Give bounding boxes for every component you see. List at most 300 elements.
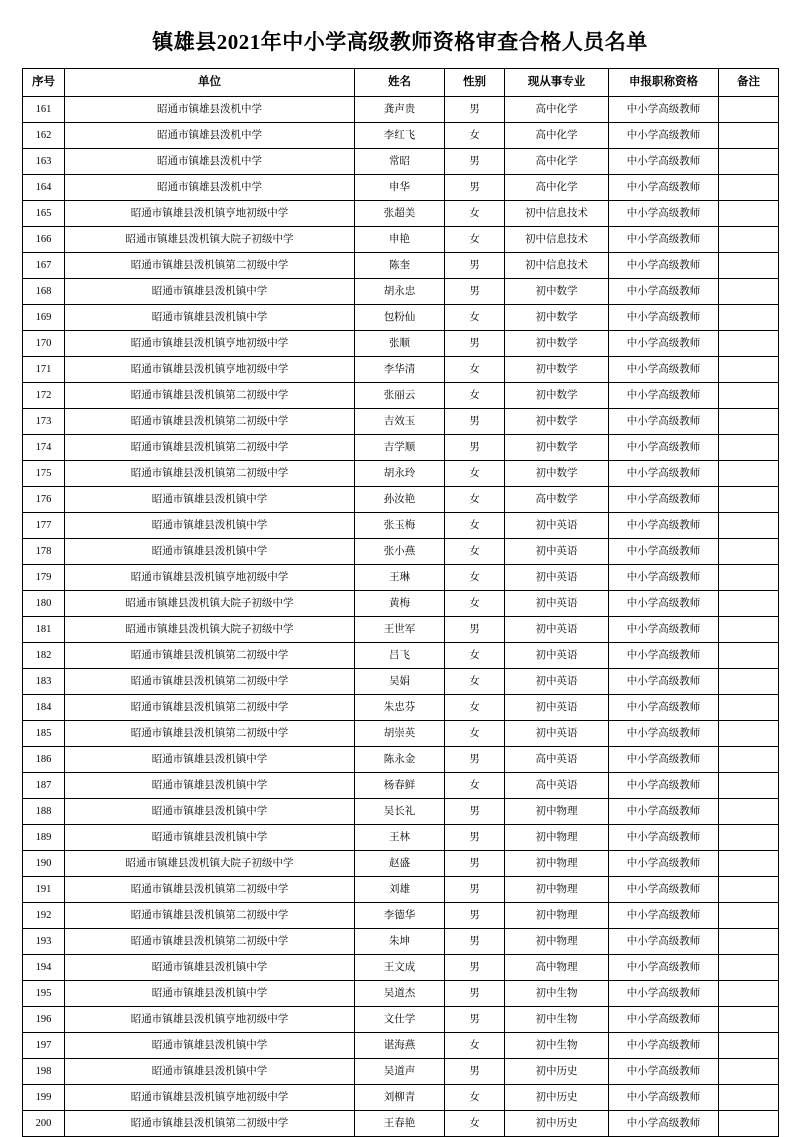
cell-qualification: 中小学高级教师 [609,331,719,357]
cell-name: 朱坤 [355,929,445,955]
cell-unit: 昭通市镇雄县泼机镇亨地初级中学 [65,357,355,383]
cell-qualification: 中小学高级教师 [609,279,719,305]
cell-unit: 昭通市镇雄县泼机镇中学 [65,747,355,773]
cell-gender: 女 [445,487,505,513]
cell-unit: 昭通市镇雄县泼机镇中学 [65,279,355,305]
cell-index: 183 [23,669,65,695]
cell-unit: 昭通市镇雄县泼机镇第二初级中学 [65,695,355,721]
cell-name: 刘雄 [355,877,445,903]
cell-unit: 昭通市镇雄县泼机镇大院子初级中学 [65,227,355,253]
cell-index: 193 [23,929,65,955]
cell-index: 182 [23,643,65,669]
cell-major: 初中英语 [505,539,609,565]
cell-remark [719,487,779,513]
cell-remark [719,201,779,227]
cell-gender: 女 [445,669,505,695]
cell-index: 179 [23,565,65,591]
cell-major: 高中化学 [505,149,609,175]
cell-gender: 男 [445,331,505,357]
column-header-major: 现从事专业 [505,69,609,97]
cell-qualification: 中小学高级教师 [609,305,719,331]
cell-remark [719,851,779,877]
cell-index: 164 [23,175,65,201]
table-row [23,929,779,955]
cell-remark [719,123,779,149]
cell-unit: 昭通市镇雄县泼机中学 [65,97,355,123]
cell-major: 初中数学 [505,279,609,305]
cell-index: 185 [23,721,65,747]
cell-remark [719,253,779,279]
cell-major: 初中数学 [505,357,609,383]
table-row [23,383,779,409]
cell-name: 李华清 [355,357,445,383]
cell-index: 165 [23,201,65,227]
cell-major: 高中物理 [505,955,609,981]
cell-remark [719,955,779,981]
table-row [23,487,779,513]
cell-major: 初中英语 [505,695,609,721]
cell-gender: 男 [445,903,505,929]
column-header-name: 姓名 [355,69,445,97]
cell-remark [719,877,779,903]
cell-qualification: 中小学高级教师 [609,773,719,799]
table-row [23,201,779,227]
cell-remark [719,331,779,357]
cell-major: 高中英语 [505,747,609,773]
cell-unit: 昭通市镇雄县泼机镇第二初级中学 [65,643,355,669]
cell-unit: 昭通市镇雄县泼机镇中学 [65,825,355,851]
cell-major: 初中物理 [505,799,609,825]
cell-remark [719,929,779,955]
cell-major: 初中数学 [505,331,609,357]
cell-unit: 昭通市镇雄县泼机中学 [65,149,355,175]
cell-index: 163 [23,149,65,175]
cell-index: 168 [23,279,65,305]
cell-remark [719,903,779,929]
table-row [23,331,779,357]
cell-index: 169 [23,305,65,331]
column-header-unit: 单位 [65,69,355,97]
cell-qualification: 中小学高级教师 [609,357,719,383]
cell-major: 初中物理 [505,825,609,851]
cell-gender: 男 [445,149,505,175]
cell-qualification: 中小学高级教师 [609,513,719,539]
cell-name: 吕飞 [355,643,445,669]
cell-qualification: 中小学高级教师 [609,955,719,981]
cell-remark [719,565,779,591]
cell-gender: 男 [445,253,505,279]
cell-name: 王春艳 [355,1111,445,1137]
cell-major: 初中数学 [505,383,609,409]
cell-remark [719,695,779,721]
cell-qualification: 中小学高级教师 [609,149,719,175]
cell-unit: 昭通市镇雄县泼机镇大院子初级中学 [65,617,355,643]
cell-name: 陈永金 [355,747,445,773]
cell-name: 杨春鲜 [355,773,445,799]
cell-unit: 昭通市镇雄县泼机中学 [65,123,355,149]
cell-name: 申艳 [355,227,445,253]
cell-qualification: 中小学高级教师 [609,487,719,513]
cell-unit: 昭通市镇雄县泼机镇中学 [65,513,355,539]
cell-major: 初中信息技术 [505,227,609,253]
cell-index: 192 [23,903,65,929]
cell-name: 陈奎 [355,253,445,279]
cell-major: 初中英语 [505,565,609,591]
page-title: 镇雄县2021年中小学高级教师资格审查合格人员名单 [152,30,648,54]
cell-unit: 昭通市镇雄县泼机镇中学 [65,981,355,1007]
cell-name: 王琳 [355,565,445,591]
cell-index: 172 [23,383,65,409]
cell-remark [719,539,779,565]
cell-name: 吴道杰 [355,981,445,1007]
cell-unit: 昭通市镇雄县泼机镇亨地初级中学 [65,1007,355,1033]
cell-name: 吉效玉 [355,409,445,435]
cell-qualification: 中小学高级教师 [609,721,719,747]
cell-qualification: 中小学高级教师 [609,669,719,695]
cell-gender: 男 [445,747,505,773]
cell-remark [719,435,779,461]
table-row [23,539,779,565]
cell-unit: 昭通市镇雄县泼机镇亨地初级中学 [65,1085,355,1111]
cell-unit: 昭通市镇雄县泼机镇大院子初级中学 [65,591,355,617]
cell-remark [719,461,779,487]
cell-major: 初中数学 [505,305,609,331]
table-row [23,721,779,747]
cell-unit: 昭通市镇雄县泼机中学 [65,175,355,201]
column-header-index: 序号 [23,69,65,97]
cell-unit: 昭通市镇雄县泼机镇中学 [65,955,355,981]
cell-qualification: 中小学高级教师 [609,1085,719,1111]
cell-index: 178 [23,539,65,565]
cell-remark [719,1111,779,1137]
table-row [23,591,779,617]
cell-remark [719,617,779,643]
cell-name: 胡永玲 [355,461,445,487]
cell-unit: 昭通市镇雄县泼机镇中学 [65,539,355,565]
cell-remark [719,1007,779,1033]
table-row [23,253,779,279]
cell-qualification: 中小学高级教师 [609,1111,719,1137]
cell-major: 初中信息技术 [505,201,609,227]
cell-remark [719,1033,779,1059]
table-row [23,981,779,1007]
cell-gender: 男 [445,97,505,123]
cell-major: 高中化学 [505,97,609,123]
table-row [23,877,779,903]
table-body [23,97,779,1137]
table-row [23,97,779,123]
cell-remark [719,175,779,201]
cell-index: 191 [23,877,65,903]
cell-name: 王文成 [355,955,445,981]
table-row [23,123,779,149]
cell-name: 胡崇英 [355,721,445,747]
table-row [23,279,779,305]
cell-remark [719,357,779,383]
table-row [23,669,779,695]
cell-unit: 昭通市镇雄县泼机镇第二初级中学 [65,253,355,279]
table-row [23,1033,779,1059]
cell-index: 180 [23,591,65,617]
cell-unit: 昭通市镇雄县泼机镇亨地初级中学 [65,331,355,357]
cell-qualification: 中小学高级教师 [609,97,719,123]
cell-major: 初中数学 [505,461,609,487]
cell-gender: 女 [445,1111,505,1137]
cell-name: 常昭 [355,149,445,175]
cell-qualification: 中小学高级教师 [609,747,719,773]
cell-name: 李红飞 [355,123,445,149]
cell-qualification: 中小学高级教师 [609,227,719,253]
cell-qualification: 中小学高级教师 [609,383,719,409]
cell-qualification: 中小学高级教师 [609,877,719,903]
cell-index: 196 [23,1007,65,1033]
cell-unit: 昭通市镇雄县泼机镇中学 [65,773,355,799]
cell-name: 申华 [355,175,445,201]
cell-unit: 昭通市镇雄县泼机镇中学 [65,305,355,331]
table-row [23,305,779,331]
cell-name: 王林 [355,825,445,851]
table-row [23,799,779,825]
cell-qualification: 中小学高级教师 [609,253,719,279]
cell-unit: 昭通市镇雄县泼机镇第二初级中学 [65,461,355,487]
cell-name: 文仕学 [355,1007,445,1033]
cell-major: 初中生物 [505,1007,609,1033]
cell-gender: 男 [445,175,505,201]
table-row [23,1085,779,1111]
cell-qualification: 中小学高级教师 [609,123,719,149]
cell-name: 孙汝艳 [355,487,445,513]
cell-unit: 昭通市镇雄县泼机镇第二初级中学 [65,903,355,929]
cell-gender: 女 [445,1085,505,1111]
cell-gender: 男 [445,279,505,305]
cell-qualification: 中小学高级教师 [609,1033,719,1059]
table-row [23,747,779,773]
cell-unit: 昭通市镇雄县泼机镇第二初级中学 [65,929,355,955]
cell-index: 173 [23,409,65,435]
cell-name: 龚声贵 [355,97,445,123]
cell-name: 李德华 [355,903,445,929]
cell-major: 初中历史 [505,1111,609,1137]
cell-gender: 女 [445,721,505,747]
cell-qualification: 中小学高级教师 [609,981,719,1007]
cell-unit: 昭通市镇雄县泼机镇大院子初级中学 [65,851,355,877]
cell-qualification: 中小学高级教师 [609,461,719,487]
cell-remark [719,591,779,617]
cell-gender: 男 [445,409,505,435]
cell-gender: 男 [445,955,505,981]
cell-unit: 昭通市镇雄县泼机镇第二初级中学 [65,721,355,747]
cell-index: 166 [23,227,65,253]
table-row [23,617,779,643]
cell-index: 176 [23,487,65,513]
cell-index: 187 [23,773,65,799]
cell-name: 朱忠芬 [355,695,445,721]
roster-table [22,68,779,1137]
column-header-gender: 性别 [445,69,505,97]
cell-qualification: 中小学高级教师 [609,565,719,591]
table-row [23,565,779,591]
table-row [23,175,779,201]
cell-qualification: 中小学高级教师 [609,1059,719,1085]
cell-gender: 男 [445,825,505,851]
cell-remark [719,669,779,695]
cell-gender: 女 [445,305,505,331]
cell-gender: 女 [445,461,505,487]
cell-remark [719,305,779,331]
table-row [23,1007,779,1033]
cell-gender: 女 [445,513,505,539]
table-header [23,69,779,97]
cell-qualification: 中小学高级教师 [609,539,719,565]
cell-qualification: 中小学高级教师 [609,409,719,435]
table-row [23,773,779,799]
cell-name: 王世军 [355,617,445,643]
cell-major: 初中生物 [505,981,609,1007]
cell-unit: 昭通市镇雄县泼机镇第二初级中学 [65,1111,355,1137]
cell-qualification: 中小学高级教师 [609,903,719,929]
cell-qualification: 中小学高级教师 [609,643,719,669]
column-header-qualification: 申报职称资格 [609,69,719,97]
cell-gender: 男 [445,877,505,903]
cell-gender: 男 [445,617,505,643]
cell-remark [719,1085,779,1111]
cell-name: 黄梅 [355,591,445,617]
cell-remark [719,825,779,851]
table-row [23,903,779,929]
cell-index: 161 [23,97,65,123]
cell-remark [719,149,779,175]
cell-major: 初中物理 [505,877,609,903]
cell-major: 高中化学 [505,123,609,149]
cell-unit: 昭通市镇雄县泼机镇中学 [65,799,355,825]
cell-unit: 昭通市镇雄县泼机镇亨地初级中学 [65,565,355,591]
cell-name: 张玉梅 [355,513,445,539]
cell-remark [719,773,779,799]
cell-major: 初中英语 [505,617,609,643]
cell-remark [719,799,779,825]
cell-remark [719,513,779,539]
cell-major: 初中物理 [505,851,609,877]
cell-major: 初中历史 [505,1059,609,1085]
cell-index: 181 [23,617,65,643]
table-row [23,227,779,253]
cell-qualification: 中小学高级教师 [609,1007,719,1033]
table-row [23,149,779,175]
cell-index: 170 [23,331,65,357]
cell-major: 初中信息技术 [505,253,609,279]
cell-name: 吴道声 [355,1059,445,1085]
cell-qualification: 中小学高级教师 [609,695,719,721]
cell-gender: 女 [445,773,505,799]
cell-major: 初中英语 [505,591,609,617]
cell-index: 184 [23,695,65,721]
cell-name: 张小燕 [355,539,445,565]
column-header-remark: 备注 [719,69,779,97]
cell-qualification: 中小学高级教师 [609,851,719,877]
cell-qualification: 中小学高级教师 [609,435,719,461]
table-row [23,461,779,487]
cell-major: 高中化学 [505,175,609,201]
table-row [23,513,779,539]
cell-major: 初中生物 [505,1033,609,1059]
cell-remark [719,97,779,123]
cell-qualification: 中小学高级教师 [609,799,719,825]
table-row [23,695,779,721]
cell-index: 190 [23,851,65,877]
cell-qualification: 中小学高级教师 [609,591,719,617]
cell-gender: 女 [445,383,505,409]
cell-remark [719,383,779,409]
cell-major: 初中历史 [505,1085,609,1111]
cell-remark [719,981,779,1007]
cell-gender: 女 [445,357,505,383]
table-row [23,643,779,669]
table-row [23,357,779,383]
cell-index: 174 [23,435,65,461]
cell-index: 186 [23,747,65,773]
table-row [23,1059,779,1085]
cell-gender: 男 [445,851,505,877]
cell-index: 194 [23,955,65,981]
cell-index: 195 [23,981,65,1007]
table-row [23,1111,779,1137]
table-row [23,955,779,981]
cell-gender: 男 [445,435,505,461]
cell-gender: 女 [445,643,505,669]
cell-qualification: 中小学高级教师 [609,201,719,227]
cell-index: 189 [23,825,65,851]
cell-index: 177 [23,513,65,539]
cell-remark [719,409,779,435]
cell-index: 200 [23,1111,65,1137]
table-row [23,851,779,877]
cell-unit: 昭通市镇雄县泼机镇第二初级中学 [65,383,355,409]
cell-gender: 女 [445,539,505,565]
cell-name: 谌海燕 [355,1033,445,1059]
cell-index: 162 [23,123,65,149]
cell-major: 初中英语 [505,643,609,669]
cell-index: 167 [23,253,65,279]
cell-major: 初中数学 [505,409,609,435]
cell-remark [719,747,779,773]
cell-gender: 男 [445,981,505,1007]
table-row [23,825,779,851]
cell-unit: 昭通市镇雄县泼机镇中学 [65,1059,355,1085]
cell-name: 胡永忠 [355,279,445,305]
cell-gender: 女 [445,123,505,149]
cell-qualification: 中小学高级教师 [609,825,719,851]
cell-unit: 昭通市镇雄县泼机镇第二初级中学 [65,409,355,435]
cell-unit: 昭通市镇雄县泼机镇第二初级中学 [65,877,355,903]
table-header-row [23,69,779,97]
cell-remark [719,1059,779,1085]
cell-name: 刘柳青 [355,1085,445,1111]
cell-gender: 男 [445,929,505,955]
cell-gender: 女 [445,565,505,591]
cell-remark [719,227,779,253]
cell-name: 张顺 [355,331,445,357]
cell-gender: 女 [445,695,505,721]
cell-unit: 昭通市镇雄县泼机镇亨地初级中学 [65,201,355,227]
cell-major: 高中英语 [505,773,609,799]
cell-gender: 男 [445,1059,505,1085]
cell-name: 张超美 [355,201,445,227]
cell-unit: 昭通市镇雄县泼机镇中学 [65,1033,355,1059]
cell-remark [719,721,779,747]
cell-major: 初中物理 [505,903,609,929]
cell-unit: 昭通市镇雄县泼机镇第二初级中学 [65,435,355,461]
cell-unit: 昭通市镇雄县泼机镇第二初级中学 [65,669,355,695]
